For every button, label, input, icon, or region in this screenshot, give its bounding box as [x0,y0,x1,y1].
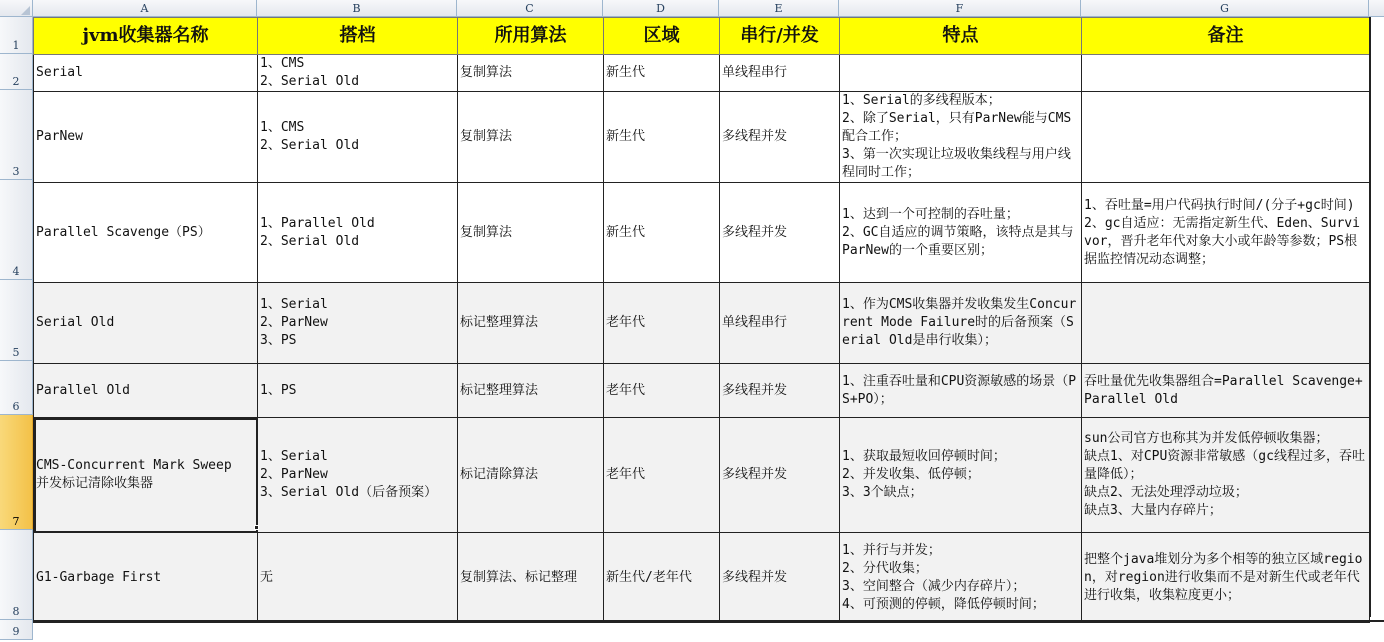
header-cell-algorithm[interactable]: 所用算法 [458,18,604,55]
table-row [34,533,1370,623]
cell-algorithm[interactable]: 复制算法 [458,92,604,183]
cell-name[interactable]: Parallel Scavenge（PS） [34,183,258,283]
column-header-a[interactable]: A [33,0,257,17]
cell-notes[interactable]: 吞吐量优先收集器组合=Parallel Scavenge+Parallel Old [1082,364,1370,418]
cell-algorithm[interactable]: 标记整理算法 [458,283,604,364]
row-header-4[interactable]: 4 [0,180,33,280]
header-cell-region[interactable]: 区域 [604,18,720,55]
header-cell-mode[interactable]: 串行/并发 [720,18,840,55]
cell-name-active[interactable]: CMS-Concurrent Mark Sweep 并发标记清除收集器 [34,418,258,533]
cell-name[interactable]: Parallel Old [34,364,258,418]
cell-notes[interactable] [1082,283,1370,364]
cell-partner[interactable]: 1、CMS 2、Serial Old [258,92,458,183]
cell-mode[interactable]: 单线程串行 [720,283,840,364]
column-h-edge [1369,17,1384,617]
cell-region[interactable]: 新生代/老年代 [604,533,720,623]
cell-features[interactable]: 1、注重吞吐量和CPU资源敏感的场景（PS+PO）； [840,364,1082,418]
cell-name[interactable]: G1-Garbage First [34,533,258,623]
fill-handle[interactable] [254,525,259,530]
cell-notes[interactable]: 把整个java堆划分为多个相等的独立区域region，对region进行收集而不是对新生代或老年代进行收集，收集粒度更小； [1082,533,1370,623]
header-cell-partner[interactable]: 搭档 [258,18,458,55]
cell-region[interactable]: 老年代 [604,283,720,364]
cell-mode[interactable]: 多线程并发 [720,364,840,418]
cell-notes[interactable] [1082,55,1370,92]
row-header-9[interactable]: 9 [0,620,33,640]
header-cell-features[interactable]: 特点 [840,18,1082,55]
cell-partner[interactable]: 1、Parallel Old 2、Serial Old [258,183,458,283]
table-row [34,92,1370,183]
cell-features[interactable] [840,55,1082,92]
row-header-7[interactable]: 7 [0,415,33,530]
column-header-bar [0,0,1384,17]
cell-algorithm[interactable]: 复制算法、标记整理 [458,533,604,623]
column-header-e[interactable]: E [719,0,839,17]
cell-features[interactable]: 1、获取最短收回停顿时间； 2、并发收集、低停顿； 3、3个缺点； [840,418,1082,533]
header-cell-name[interactable]: jvm收集器名称 [34,18,258,55]
select-all-corner[interactable] [0,0,33,17]
cell-features[interactable]: 1、作为CMS收集器并发收集发生Concurrent Mode Failure时的后备预案（Serial Old是串行收集）； [840,283,1082,364]
cell-mode[interactable]: 多线程并发 [720,92,840,183]
row-header-1[interactable]: 1 [0,17,33,54]
column-header-d[interactable]: D [603,0,719,17]
cell-name[interactable]: Serial [34,55,258,92]
column-header-c[interactable]: C [457,0,603,17]
table-row [34,283,1370,364]
collector-table [33,17,1370,623]
cell-algorithm[interactable]: 标记整理算法 [458,364,604,418]
cell-name[interactable]: ParNew [34,92,258,183]
header-cell-notes[interactable]: 备注 [1082,18,1370,55]
cell-region[interactable]: 新生代 [604,55,720,92]
column-header-g[interactable]: G [1081,0,1369,17]
row-header-6[interactable]: 6 [0,361,33,415]
cell-region[interactable]: 新生代 [604,92,720,183]
row-header-2[interactable]: 2 [0,54,33,90]
cell-region[interactable]: 老年代 [604,418,720,533]
cell-notes[interactable] [1082,92,1370,183]
cell-partner[interactable]: 1、PS [258,364,458,418]
cell-region[interactable]: 新生代 [604,183,720,283]
cell-name[interactable]: Serial Old [34,283,258,364]
cell-partner[interactable]: 1、Serial 2、ParNew 3、PS [258,283,458,364]
cell-algorithm[interactable]: 复制算法 [458,183,604,283]
cell-mode[interactable]: 多线程并发 [720,183,840,283]
cell-mode[interactable]: 单线程串行 [720,55,840,92]
column-header-f[interactable]: F [839,0,1081,17]
cell-notes[interactable]: sun公司官方也称其为并发低停顿收集器； 缺点1、对CPU资源非常敏感（gc线程过多，吞吐量降低）； 缺点2、无法处理浮动垃圾； 缺点3、大量内存碎片； [1082,418,1370,533]
row-header-bar [0,17,33,640]
table-row [34,364,1370,418]
cell-algorithm[interactable]: 复制算法 [458,55,604,92]
cell-region[interactable]: 老年代 [604,364,720,418]
row-header-5[interactable]: 5 [0,280,33,361]
cell-partner[interactable]: 1、Serial 2、ParNew 3、Serial Old（后备预案） [258,418,458,533]
row-header-8[interactable]: 8 [0,530,33,620]
empty-row-9[interactable] [33,620,1384,642]
cell-partner[interactable]: 无 [258,533,458,623]
cell-features[interactable]: 1、并行与并发； 2、分代收集； 3、空间整合（减少内存碎片）； 4、可预测的停顿，降低停顿时间； [840,533,1082,623]
cell-partner[interactable]: 1、CMS 2、Serial Old [258,55,458,92]
cell-algorithm[interactable]: 标记清除算法 [458,418,604,533]
cell-features[interactable]: 1、达到一个可控制的吞吐量； 2、GC自适应的调节策略，该特点是其与ParNew的一个重要区别； [840,183,1082,283]
header-row [34,18,1370,55]
table-row [34,55,1370,92]
row-header-3[interactable]: 3 [0,90,33,180]
cell-mode[interactable]: 多线程并发 [720,533,840,623]
cell-mode[interactable]: 多线程并发 [720,418,840,533]
cell-features[interactable]: 1、Serial的多线程版本； 2、除了Serial，只有ParNew能与CMS配合工作； 3、第一次实现让垃圾收集线程与用户线程同时工作； [840,92,1082,183]
column-header-b[interactable]: B [257,0,457,17]
table-row [34,418,1370,533]
cell-notes[interactable]: 1、吞吐量=用户代码执行时间/(分子+gc时间) 2、gc自适应：无需指定新生代、Eden、Survivor，晋升老年代对象大小或年龄等参数；PS根据监控情况动态调整； [1082,183,1370,283]
table-row [34,183,1370,283]
